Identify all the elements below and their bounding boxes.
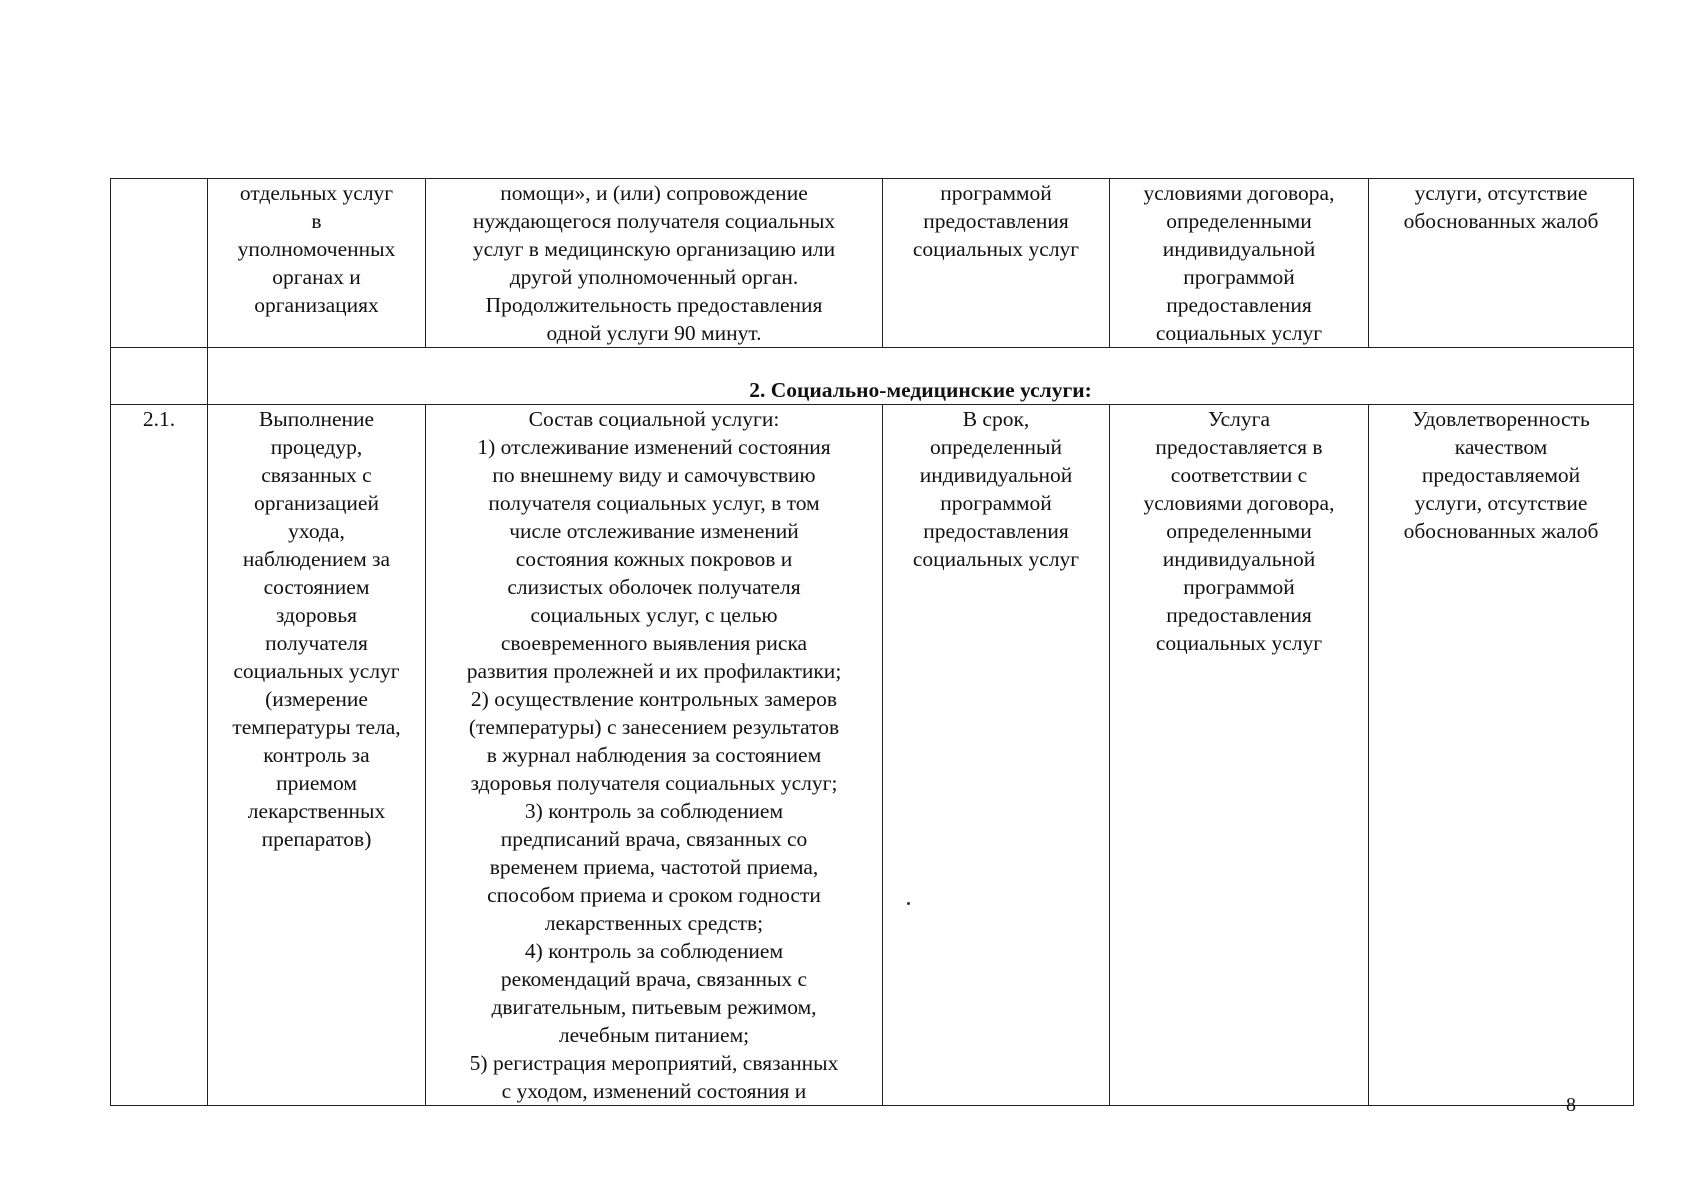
cell-service-name: отдельных услуг в уполномоченных органах и организациях	[208, 179, 426, 348]
cell-service-term: программой предоставления социальных услуг	[883, 179, 1110, 348]
cell-service-description: Состав социальной услуги: 1) отслеживание изменений состояния по внешнему виду и самочувствию получателя социальных услуг, в том числе отслеживание изменений состояния кожных покровов и слизистых оболочек получателя социальных услуг, с целью своевременного выявления риска развития пролежней и их профилактики; 2) осуществление контрольных замеров (температуры) с занесением результатов в журнал наблюдения за состоянием здоровья получателя социальных услуг; 3) контроль за соблюдением предписаний врача, связанных со временем приема, частотой приема, способом приема и сроком годности лекарственных средств; 4) контроль за соблюдением рекомендаций врача, связанных с двигательным, питьевым режимом, лечебным питанием; 5) регистрация мероприятий, связанных с уходом, изменений состояния и	[426, 405, 883, 1106]
section-title: 2. Социально-медицинские услуги:	[749, 378, 1092, 402]
table-row	[111, 179, 1634, 348]
cell-service-description: помощи», и (или) сопровождение нуждающегося получателя социальных услуг в медицинскую организацию или другой уполномоченный орган. Продолжительность предоставления одной услуги 90 минут.	[426, 179, 883, 348]
cell-service-conditions: условиями договора, определенными индивидуальной программой предоставления социальных услуг	[1110, 179, 1369, 348]
section-title-cell	[208, 348, 1634, 405]
section-row	[111, 348, 1634, 405]
services-table	[110, 178, 1634, 1106]
cell-service-quality: Удовлетворенность качеством предоставляемой услуги, отсутствие обоснованных жалоб	[1369, 405, 1634, 1106]
cell-number	[111, 348, 208, 405]
cell-service-conditions: Услуга предоставляется в соответствии с условиями договора, определенными индивидуальной программой предоставления социальных услуг	[1110, 405, 1369, 1106]
cell-number	[111, 179, 208, 348]
cell-service-name: Выполнение процедур, связанных с организацией ухода, наблюдением за состоянием здоровья получателя социальных услуг (измерение температуры тела, контроль за приемом лекарственных препаратов)	[208, 405, 426, 1106]
cell-number: 2.1.	[111, 405, 208, 1106]
scan-dot	[907, 902, 910, 905]
page-number: 8	[1566, 1094, 1576, 1116]
cell-service-term: В срок, определенный индивидуальной программой предоставления социальных услуг	[883, 405, 1110, 1106]
table-row	[111, 405, 1634, 1106]
cell-service-quality: услуги, отсутствие обоснованных жалоб	[1369, 179, 1634, 348]
